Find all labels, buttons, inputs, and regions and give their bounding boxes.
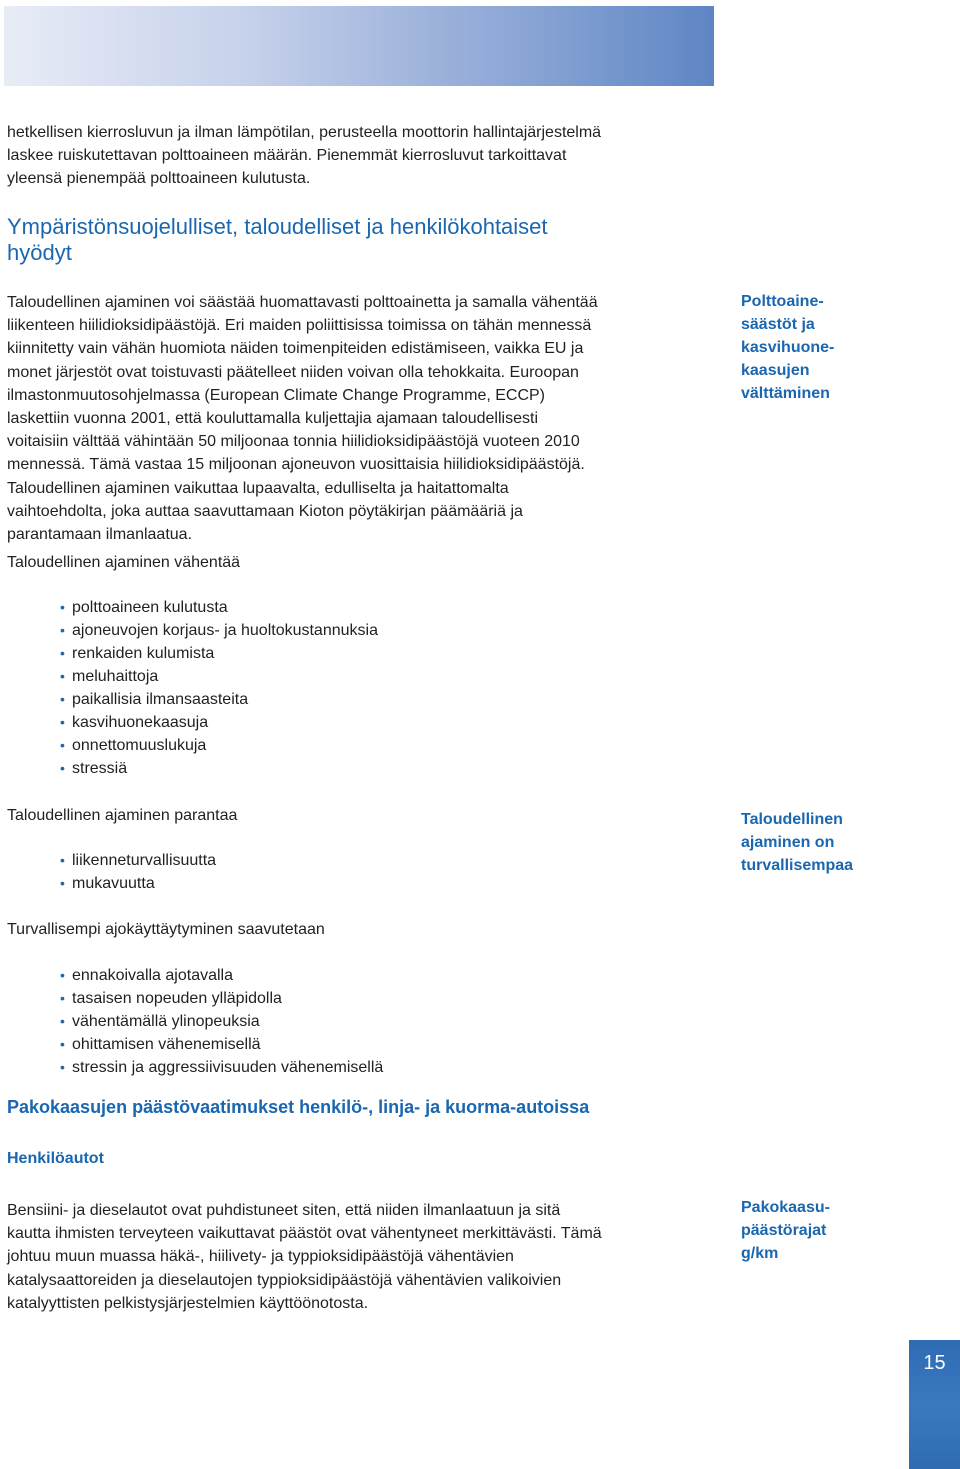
text-line: hetkellisen kierrosluvun ja ilman lämpötilan, perusteella moottorin hallintajärjestelmä [7,124,602,141]
list-item [60,757,378,780]
cars-heading: Henkilöautot [7,1150,104,1167]
list-item [60,596,378,619]
bullet-icon: • [60,714,65,730]
note-line: g/km [741,1245,779,1262]
list-item-label: stressin ja aggressiivisuuden vähenemisellä [72,1059,384,1076]
text-line: voitaisiin välttää vähintään 50 miljoonaa tonnia hiilidioksidipäästöjä vuoteen 2010 [7,433,580,451]
bullet-icon: • [60,1059,65,1075]
list-item-label: ajoneuvojen korjaus- ja huoltokustannuksia [72,622,378,639]
improves-list [60,849,216,895]
list-item-label: tasaisen nopeuden ylläpidolla [72,990,282,1007]
text-line: laskettiin vuonna 2001, että kouluttamalla kuljettajia ajamaan taloudellisesti [7,410,538,428]
list-item-label: meluhaittoja [72,668,159,685]
list-item [60,1056,383,1079]
heading-line: hyödyt [7,240,72,265]
text-line: vaihtoehdolta, joka auttaa saavuttamaan Kioton pöytäkirjan päämääriä ja [7,502,523,520]
bullet-icon: • [60,737,65,753]
list-item [60,964,383,987]
improves-intro: Taloudellinen ajaminen parantaa [7,807,238,824]
note-line: Taloudellinen [741,811,843,828]
bullet-icon: • [60,1013,65,1029]
list-item-label: renkaiden kulumista [72,645,215,662]
bullet-icon: • [60,852,65,868]
list-item-label: onnettomuuslukuja [72,737,207,754]
text-line: laskee ruiskutettavan polttoaineen määrän. Pienemmät kierrosluvut tarkoittavat [7,147,567,165]
emission-heading: Pakokaasujen päästövaatimukset henkilö-, linja- ja kuorma-autoissa [7,1097,590,1117]
text-line: ilmastonmuutosohjelmassa (European Climate Change Programme, ECCP) [7,386,546,404]
list-item-label: mukavuutta [72,875,155,892]
text-line: Bensiini- ja dieselautot ovat puhdistuneet siten, että niiden ilmanlaatuun ja sitä [7,1202,561,1219]
reduces-intro: Taloudellinen ajaminen vähentää [7,554,241,571]
list-item [60,688,378,711]
header-gradient-band [4,6,714,86]
bullet-icon: • [60,967,65,983]
text-line: johtuu muun muassa häkä-, hiilivety- ja typpioksidipäästöjä vähentävien [7,1248,514,1266]
list-item [60,711,378,734]
list-item [60,1033,383,1056]
heading-line: Ympäristönsuojelulliset, taloudelliset ja henkilökohtaiset [7,214,548,239]
list-item [60,872,216,895]
text-line: katalyyttisten pelkistysjärjestelmien käyttöönotosta. [7,1294,369,1312]
text-line: Taloudellinen ajaminen voi säästää huomattavasti polttoainetta ja samalla vähentää [7,294,598,311]
list-item-label: vähentämällä ylinopeuksia [72,1013,260,1030]
list-item-label: polttoaineen kulutusta [72,599,228,616]
list-item [60,665,378,688]
margin-note-safer-driving [741,808,941,877]
text-line: Taloudellinen ajaminen vaikuttaa lupaavalta, edulliselta ja haitattomalta [7,479,509,497]
note-line: välttäminen [741,385,830,402]
margin-note-fuel-savings [741,290,941,405]
note-line: säästöt ja [741,316,815,333]
text-line: kiinnitetty vain vähän huomiota näiden toimenpiteiden edistämiseen, vaikka EU ja [7,340,584,358]
list-item [60,1010,383,1033]
text-line: mennessä. Tämä vastaa 15 miljoonan ajoneuvon vuosittaisia hiilidioksidipäästöjä. [7,456,585,474]
bullet-icon: • [60,875,65,891]
text-line: liikenteen hiilidioksidipäästöjä. Eri maiden poliittisissa toimissa on tähän mennessä [7,317,592,335]
note-line: ajaminen on [741,834,835,851]
list-item-label: stressiä [72,760,128,777]
note-line: kasvihuone- [741,339,835,356]
margin-note-emission-limits [741,1196,941,1265]
note-line: turvallisempaa [741,857,854,874]
text-line: parantamaan ilmanlaatua. [7,526,193,544]
text-line: monet järjestöt ovat toistuvasti päätelleet niiden voivan olla tehokkaita. Euroopan [7,363,579,381]
note-line: kaasujen [741,362,810,379]
text-line: kautta ihmisten terveyteen vaikuttavat päästöt ovat vähentyneet merkittävästi. Tämä [7,1225,602,1243]
bullet-icon: • [60,599,65,615]
main-paragraph [7,291,598,546]
reduces-list [60,596,378,780]
bullet-icon: • [60,668,65,684]
section-heading [7,214,548,266]
intro-paragraph [7,121,601,191]
list-item-label: ohittamisen vähenemisellä [72,1036,261,1053]
list-item-label: paikallisia ilmansaasteita [72,691,249,708]
safer-intro: Turvallisempi ajokäyttäytyminen saavutetaan [7,921,325,938]
bullet-icon: • [60,1036,65,1052]
text-line: yleensä pienempää polttoaineen kulutusta. [7,170,311,188]
page-number: 15 [923,1352,946,1374]
list-item [60,987,383,1010]
bullet-icon: • [60,990,65,1006]
list-item [60,642,378,665]
note-line: päästörajat [741,1222,827,1239]
list-item-label: ennakoivalla ajotavalla [72,967,233,984]
bullet-icon: • [60,645,65,661]
list-item-label: liikenneturvallisuutta [72,852,217,869]
list-item [60,849,216,872]
text-line: katalysaattoreiden ja dieselautojen typpioksidipäästöjä vähentävien valikoivien [7,1271,562,1289]
bullet-icon: • [60,622,65,638]
bullet-icon: • [60,760,65,776]
safer-list [60,964,383,1079]
cars-paragraph [7,1199,602,1315]
list-item-label: kasvihuonekaasuja [72,714,209,731]
bullet-icon: • [60,691,65,707]
note-line: Pakokaasu- [741,1199,830,1216]
list-item [60,734,378,757]
list-item [60,619,378,642]
note-line: Polttoaine- [741,293,824,310]
